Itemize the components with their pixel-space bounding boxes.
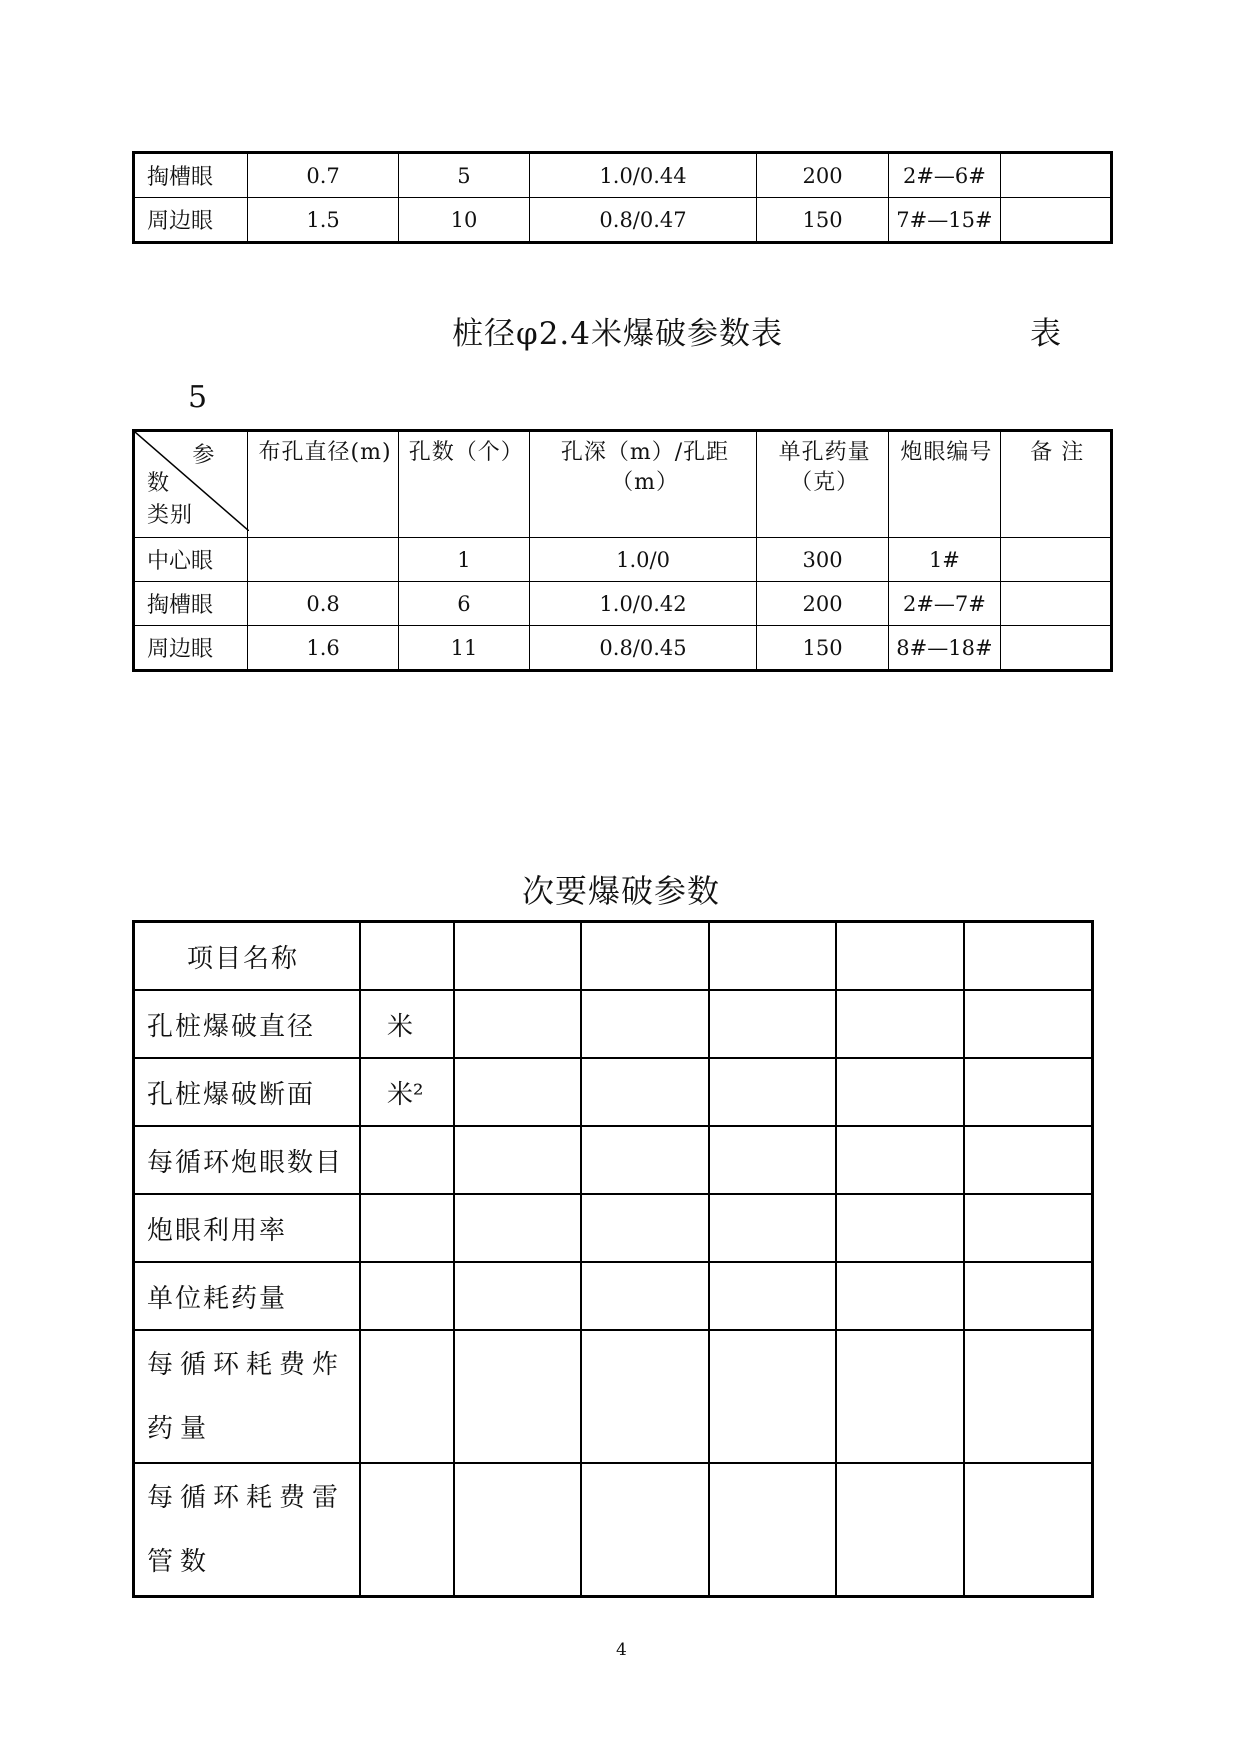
number-cell: 7#—15# [889, 198, 1000, 243]
header-depth: 孔深（m）/孔距（m） [530, 431, 757, 538]
empty-cell [709, 922, 837, 991]
corner-label-param: 参 [192, 443, 216, 468]
empty-cell [709, 1058, 837, 1126]
diameter-cell: 0.7 [248, 153, 398, 198]
empty-cell [454, 1058, 582, 1126]
depth-cell: 1.0/0 [530, 538, 757, 582]
empty-cell [709, 1463, 837, 1597]
unit-cell: 米² [360, 1058, 454, 1126]
table5-title: 桩径φ2.4米爆破参数表 [452, 316, 784, 352]
note-cell [1000, 198, 1111, 243]
table-row [134, 1194, 1093, 1262]
category-cell: 周边眼 [134, 626, 248, 671]
empty-cell [581, 1463, 709, 1597]
corner-label-category: 类别 [147, 503, 194, 528]
table5-number: 5 [188, 380, 208, 415]
table-row [134, 1058, 1093, 1126]
empty-cell [964, 1330, 1093, 1463]
empty-cell [964, 1126, 1093, 1194]
diameter-cell: 0.8 [248, 582, 398, 626]
empty-cell [964, 922, 1093, 991]
number-cell: 2#—6# [889, 153, 1000, 198]
header-note: 备 注 [1000, 431, 1111, 538]
number-cell: 1# [889, 538, 1000, 582]
table-row [134, 153, 1112, 198]
empty-cell [581, 1194, 709, 1262]
empty-cell [709, 990, 837, 1058]
empty-cell [454, 990, 582, 1058]
number-cell: 2#—7# [889, 582, 1000, 626]
corner-label-num: 数 [147, 471, 171, 496]
count-cell: 10 [398, 198, 529, 243]
count-cell: 5 [398, 153, 529, 198]
row-label: 炮眼利用率 [134, 1194, 360, 1262]
table-row [134, 1463, 1093, 1597]
page-number: 4 [616, 1640, 627, 1660]
empty-cell [581, 1330, 709, 1463]
empty-cell [581, 1126, 709, 1194]
empty-cell [454, 1262, 582, 1330]
table5-label: 表 [1030, 316, 1062, 352]
depth-cell: 1.0/0.42 [530, 582, 757, 626]
table-row [134, 1126, 1093, 1194]
table-row [134, 538, 1112, 582]
note-cell [1000, 626, 1111, 671]
table-header-row [134, 431, 1112, 538]
row-label: 单位耗药量 [134, 1262, 360, 1330]
diameter-cell [248, 538, 398, 582]
header-diameter: 布孔直径(m) [248, 431, 398, 538]
table-row [134, 1330, 1093, 1463]
row-label: 每循环耗费雷管数 [134, 1463, 360, 1597]
depth-cell: 0.8/0.45 [530, 626, 757, 671]
empty-cell [964, 990, 1093, 1058]
note-cell [1000, 538, 1111, 582]
category-cell: 掏槽眼 [134, 582, 248, 626]
empty-cell [836, 1330, 964, 1463]
empty-cell [836, 922, 964, 991]
row-label: 每循环耗费炸药量 [134, 1330, 360, 1463]
depth-cell: 0.8/0.47 [530, 198, 757, 243]
unit-cell [360, 1126, 454, 1194]
table-row [134, 626, 1112, 671]
empty-cell [709, 1194, 837, 1262]
empty-cell [964, 1262, 1093, 1330]
empty-cell [581, 990, 709, 1058]
charge-cell: 300 [756, 538, 888, 582]
empty-cell [581, 922, 709, 991]
empty-cell [454, 1194, 582, 1262]
empty-cell [709, 1262, 837, 1330]
blast-table-continued [132, 151, 1113, 244]
table-row [134, 922, 1093, 991]
category-cell: 周边眼 [134, 198, 248, 243]
unit-cell [360, 1463, 454, 1597]
empty-cell [581, 1262, 709, 1330]
empty-cell [836, 1126, 964, 1194]
charge-cell: 150 [756, 626, 888, 671]
secondary-title: 次要爆破参数 [522, 872, 721, 910]
row-label: 项目名称 [134, 922, 360, 991]
unit-cell: 米 [360, 990, 454, 1058]
category-cell: 掏槽眼 [134, 153, 248, 198]
empty-cell [454, 1463, 582, 1597]
unit-cell [360, 1194, 454, 1262]
count-cell: 1 [398, 538, 529, 582]
category-cell: 中心眼 [134, 538, 248, 582]
row-label: 孔桩爆破断面 [134, 1058, 360, 1126]
empty-cell [454, 1330, 582, 1463]
charge-cell: 150 [756, 198, 888, 243]
diameter-cell: 1.5 [248, 198, 398, 243]
secondary-parameter-table [132, 920, 1094, 1598]
table-row [134, 198, 1112, 243]
table-row [134, 990, 1093, 1058]
table-row [134, 1262, 1093, 1330]
header-number: 炮眼编号 [889, 431, 1000, 538]
table-row [134, 582, 1112, 626]
note-cell [1000, 153, 1111, 198]
empty-cell [964, 1463, 1093, 1597]
empty-cell [709, 1126, 837, 1194]
unit-cell [360, 1262, 454, 1330]
count-cell: 6 [398, 582, 529, 626]
note-cell [1000, 582, 1111, 626]
empty-cell [836, 1463, 964, 1597]
charge-cell: 200 [756, 582, 888, 626]
blast-parameter-table [132, 429, 1113, 672]
empty-cell [454, 922, 582, 991]
empty-cell [581, 1058, 709, 1126]
diameter-cell: 1.6 [248, 626, 398, 671]
empty-cell [964, 1194, 1093, 1262]
unit-cell [360, 922, 454, 991]
header-charge: 单孔药量（克） [756, 431, 888, 538]
empty-cell [836, 1058, 964, 1126]
empty-cell [964, 1058, 1093, 1126]
corner-header-cell [134, 431, 248, 538]
header-count: 孔数（个） [398, 431, 529, 538]
empty-cell [836, 1262, 964, 1330]
empty-cell [836, 1194, 964, 1262]
row-label: 每循环炮眼数目 [134, 1126, 360, 1194]
number-cell: 8#—18# [889, 626, 1000, 671]
count-cell: 11 [398, 626, 529, 671]
charge-cell: 200 [756, 153, 888, 198]
empty-cell [836, 990, 964, 1058]
depth-cell: 1.0/0.44 [530, 153, 757, 198]
unit-cell [360, 1330, 454, 1463]
empty-cell [709, 1330, 837, 1463]
row-label: 孔桩爆破直径 [134, 990, 360, 1058]
empty-cell [454, 1126, 582, 1194]
